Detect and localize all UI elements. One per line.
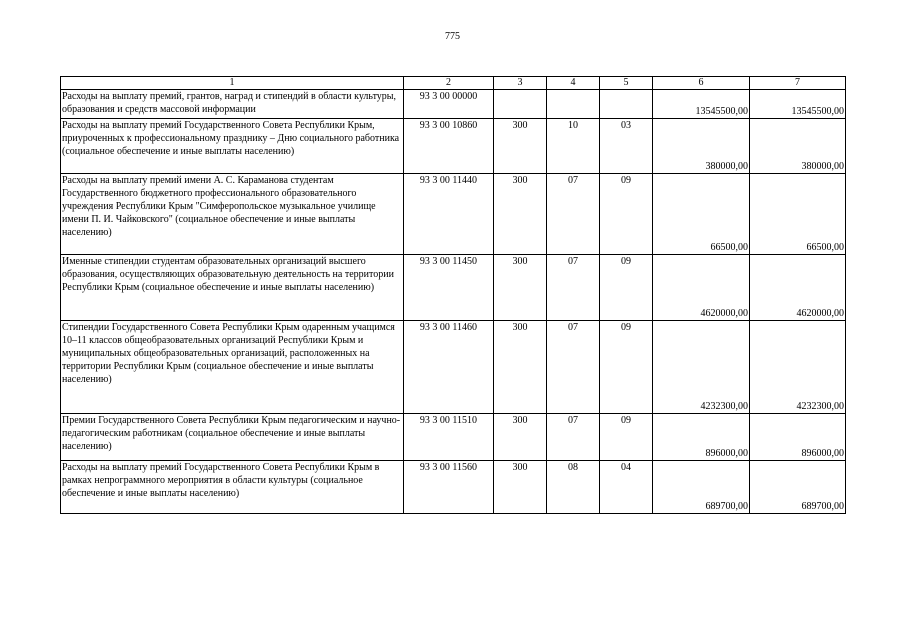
row-pr: 09: [600, 321, 653, 414]
row-name: Именные стипендии студентам образовательных организаций высшего образования, осуществляющих образовательную деятельность на территории Республики Крым (социальное обеспечение и иные выплаты населению): [61, 255, 404, 321]
row-sum-1: 689700,00: [653, 461, 750, 514]
header-cell-7: 7: [750, 77, 846, 90]
row-rz: 08: [547, 461, 600, 514]
row-code: 93 3 00 11510: [404, 414, 494, 461]
header-cell-6: 6: [653, 77, 750, 90]
header-row: [61, 77, 846, 90]
row-sum-1: 4620000,00: [653, 255, 750, 321]
header-cell-4: 4: [547, 77, 600, 90]
row-pr: 04: [600, 461, 653, 514]
header-cell-3: 3: [494, 77, 547, 90]
row-sum-1: 4232300,00: [653, 321, 750, 414]
budget-table: [60, 76, 846, 514]
row-sum-2: 4620000,00: [750, 255, 846, 321]
row-sum-2: 896000,00: [750, 414, 846, 461]
row-pr: 09: [600, 174, 653, 255]
row-pr: 09: [600, 255, 653, 321]
row-name: Расходы на выплату премий имени А. С. Караманова студентам Государственного бюджетного профессионального образовательного учреждения Республики Крым "Симферопольское музыкальное училище имени П. И. Чайковского" (социальное обеспечение и иные выплаты населению): [61, 174, 404, 255]
table-row: [61, 414, 846, 461]
table-row: [61, 321, 846, 414]
table-row: [61, 174, 846, 255]
row-sum-1: 13545500,00: [653, 90, 750, 119]
table-row: [61, 255, 846, 321]
row-sum-2: 689700,00: [750, 461, 846, 514]
row-name: Расходы на выплату премий Государственного Совета Республики Крым в рамках непрограммного мероприятия в области культуры (социальное обеспечение и иные выплаты населению): [61, 461, 404, 514]
row-code: 93 3 00 00000: [404, 90, 494, 119]
row-code: 93 3 00 11560: [404, 461, 494, 514]
row-rz: 10: [547, 119, 600, 174]
row-vr: 300: [494, 461, 547, 514]
row-vr: 300: [494, 174, 547, 255]
row-code: 93 3 00 11450: [404, 255, 494, 321]
table-row: [61, 119, 846, 174]
row-rz: 07: [547, 174, 600, 255]
row-sum-1: 896000,00: [653, 414, 750, 461]
header-cell-2: 2: [404, 77, 494, 90]
row-vr: 300: [494, 414, 547, 461]
row-sum-2: 66500,00: [750, 174, 846, 255]
row-name: Стипендии Государственного Совета Республики Крым одаренным учащимся 10–11 классов общеобразовательных организаций Республики Крым и муниципальных общеобразовательных организаций, расположенных на территории Республики Крым (социальное обеспечение и иные выплаты населению): [61, 321, 404, 414]
table-row: [61, 461, 846, 514]
row-sum-2: 13545500,00: [750, 90, 846, 119]
row-rz: 07: [547, 321, 600, 414]
page-number: 775: [445, 31, 460, 42]
row-code: 93 3 00 11440: [404, 174, 494, 255]
row-pr: 03: [600, 119, 653, 174]
row-pr: 09: [600, 414, 653, 461]
row-pr: [600, 90, 653, 119]
row-rz: 07: [547, 414, 600, 461]
row-sum-1: 66500,00: [653, 174, 750, 255]
header-cell-5: 5: [600, 77, 653, 90]
row-vr: 300: [494, 255, 547, 321]
table-row: [61, 90, 846, 119]
row-name: Премии Государственного Совета Республики Крым педагогическим и научно-педагогическим работникам (социальное обеспечение и иные выплаты населению): [61, 414, 404, 461]
row-vr: 300: [494, 119, 547, 174]
row-sum-2: 380000,00: [750, 119, 846, 174]
row-name: Расходы на выплату премий, грантов, наград и стипендий в области культуры, образования и средств массовой информации: [61, 90, 404, 119]
row-vr: [494, 90, 547, 119]
row-code: 93 3 00 10860: [404, 119, 494, 174]
row-sum-2: 4232300,00: [750, 321, 846, 414]
header-cell-1: 1: [61, 77, 404, 90]
row-sum-1: 380000,00: [653, 119, 750, 174]
row-rz: [547, 90, 600, 119]
row-name: Расходы на выплату премий Государственного Совета Республики Крым, приуроченных к профессиональному празднику – Дню социального работника (социальное обеспечение и иные выплаты населению): [61, 119, 404, 174]
row-vr: 300: [494, 321, 547, 414]
row-code: 93 3 00 11460: [404, 321, 494, 414]
row-rz: 07: [547, 255, 600, 321]
